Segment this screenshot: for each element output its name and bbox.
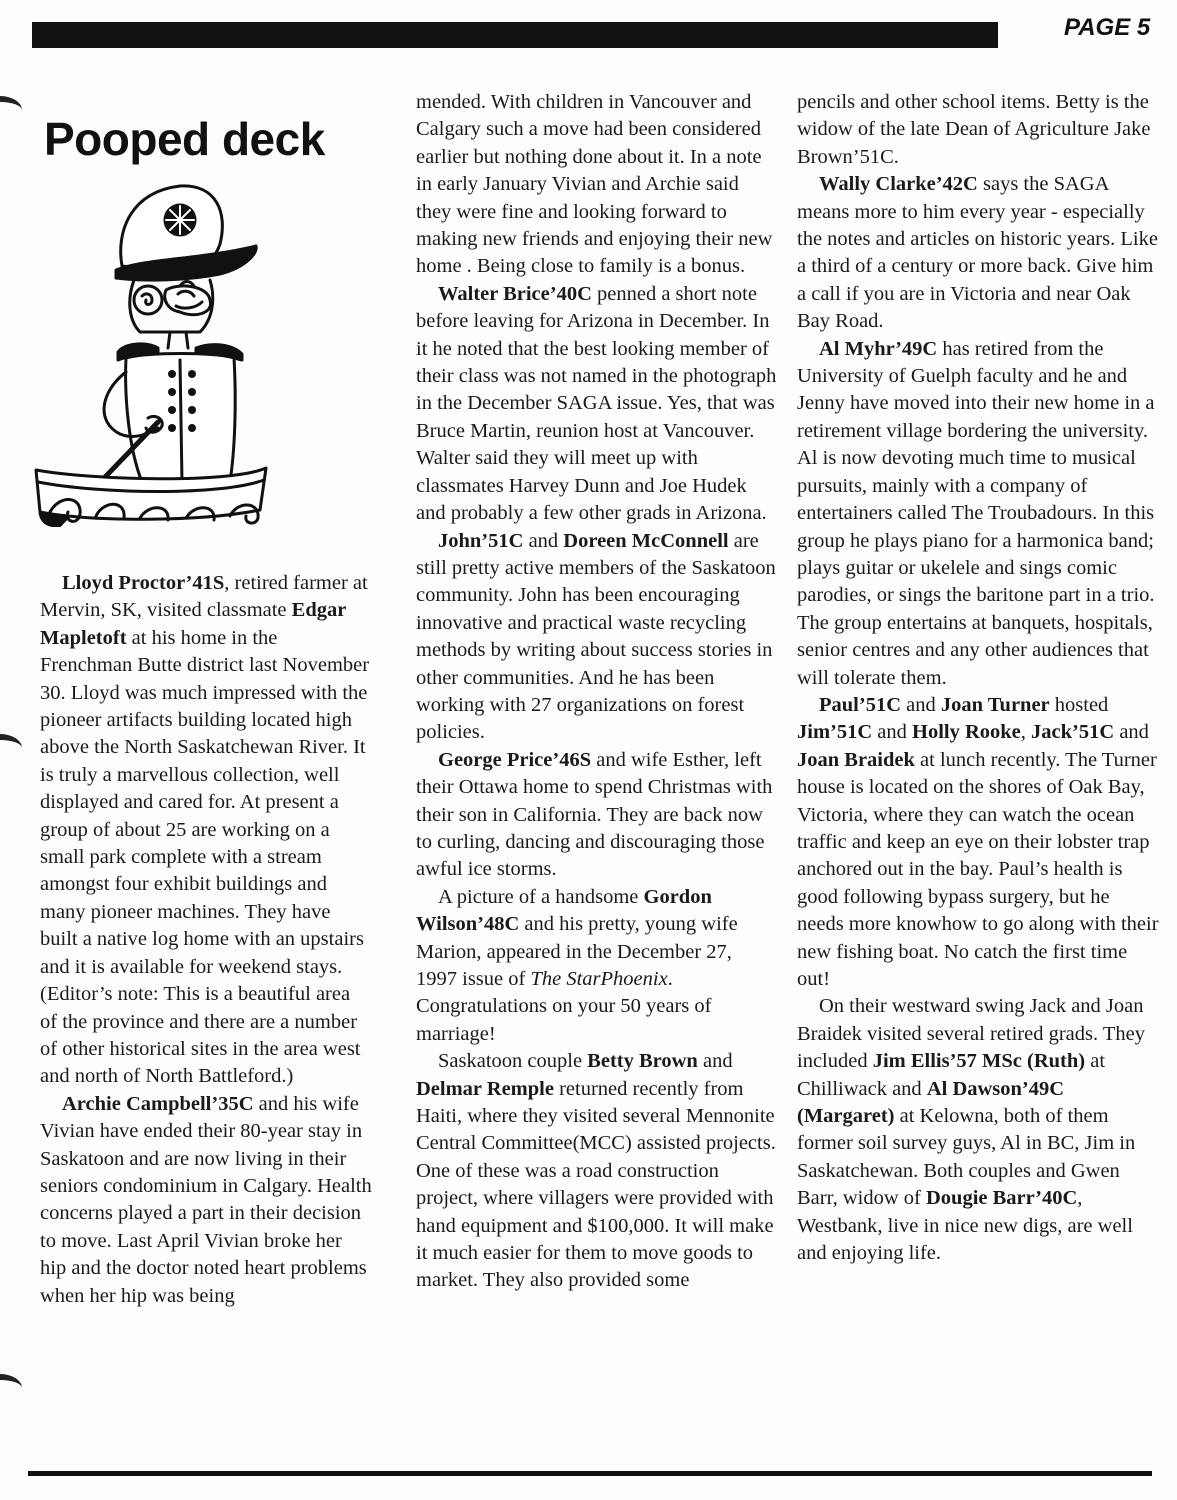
name-highlight: Delmar Remple xyxy=(416,1077,554,1100)
margin-mark xyxy=(0,734,22,756)
text-run: returned recently from Haiti, where they visited several Mennonite Central Committee(MCC) assisted projects. One of these was a road construction project, where villagers were provided with hand equipment and $100,000. It will make it much easier for them to move goods to market. They also provided some xyxy=(416,1077,776,1292)
text-run: and wife Esther, left their Ottawa home to spend Christmas with their son in California. They are back now to curling, dancing and discouraging those awful ice storms. xyxy=(416,748,773,881)
text-run: mended. With children in Vancouver and Calgary such a move had been considered earlier but nothing done about it. In a note in early January Vivian and Archie said they were fine and looking forward to making new friends and enjoying their new home . Being close to family is a bonus. xyxy=(416,91,773,278)
name-highlight: Gordon Wilson’48C xyxy=(416,885,712,936)
column-2 xyxy=(416,89,778,1295)
article-title: Pooped deck xyxy=(44,113,325,165)
paragraph xyxy=(797,89,1159,171)
name-highlight: Walter Brice’40C xyxy=(438,282,592,305)
header-bar xyxy=(32,22,998,48)
text-run: and xyxy=(523,529,564,552)
text-run: and his pretty, young wife Marion, appeared in the December 27, 1997 issue of xyxy=(416,913,738,990)
paragraph xyxy=(40,1091,372,1310)
text-run: pencils and other school items. Betty is the widow of the late Dean of Agriculture Jake Brown’51C. xyxy=(797,91,1151,168)
captain-rowing-boat-illustration xyxy=(30,182,270,527)
text-run: , xyxy=(1020,721,1032,744)
text-run: hosted xyxy=(1049,693,1109,716)
text-run: at Chilliwack and xyxy=(797,1050,1106,1100)
name-highlight: Archie Campbell’35C xyxy=(62,1092,254,1115)
margin-mark xyxy=(0,96,22,118)
paragraph xyxy=(416,747,778,884)
text-run: penned a short note before leaving for Arizona in December. In it he noted that the best looking member of their class was not named in the photograph in the December SAGA issue. Yes, that was Bruce Martin, reunion host at Vancouver. Walter said they will meet up with classmates Harvey Dunn and Joe Hudek and probably a few other grads in Arizona. xyxy=(416,282,777,525)
name-highlight: John’51C xyxy=(438,529,524,552)
paragraph xyxy=(797,171,1159,335)
name-highlight: Wally Clarke’42C xyxy=(819,173,978,196)
text-run: and xyxy=(901,693,941,716)
text-run: , Westbank, live in nice new digs, are well and enjoying life. xyxy=(797,1187,1133,1265)
paragraph xyxy=(416,89,778,281)
name-highlight: Joan Turner xyxy=(940,693,1050,716)
text-run: says the SAGA means more to him every year - especially the notes and articles on historic years. Like a third of a century or more back. Give him a call if you are in Victoria and near Oak Bay Road. xyxy=(797,173,1158,333)
paragraph xyxy=(416,1048,778,1295)
name-highlight: Betty Brown xyxy=(587,1050,698,1073)
name-highlight: Paul’51C xyxy=(819,693,901,716)
name-highlight: Al Myhr’49C xyxy=(819,337,938,360)
name-highlight: Joan Braidek xyxy=(797,748,915,771)
page-number: PAGE 5 xyxy=(1064,14,1151,41)
paragraph xyxy=(797,993,1159,1267)
name-highlight: Lloyd Proctor’41S xyxy=(62,572,225,594)
name-highlight: Holly Rooke xyxy=(912,721,1021,744)
text-run: and xyxy=(697,1050,733,1073)
paragraph xyxy=(797,336,1159,692)
text-run: and his wife Vivian have ended their 80-year stay in Saskatoon and are now living in their seniors condominium in Calgary. Health concerns played a part in their decision to move. Last April Vivian broke her hip and the doctor noted heart problems when her hip was being xyxy=(40,1092,372,1307)
column-3 xyxy=(797,89,1159,1267)
text-run: has retired from the University of Guelph faculty and he and Jenny have moved into their new home in a retirement village bordering the university. Al is now devoting much time to musical pursuits, mainly with a company of entertainers called The Troubadours. In this group he plays piano for a harmonica band; plays guitar or ukelele and sings comic parodies, or sings the baritone part in a trio. The group entertains at banquets, hospitals, senior centres and any other audiences that will tolerate them. xyxy=(797,337,1155,689)
text-run: and xyxy=(1114,721,1149,744)
text-run: are still pretty active members of the Saskatoon community. John has been encouraging innovative and practical waste recycling methods by writing about success stories in other communities. And he has been working with 27 organizations on forest policies. xyxy=(416,529,776,744)
text-run: On their westward swing Jack and Joan Braidek visited several retired grads. They included xyxy=(797,995,1145,1073)
paragraph xyxy=(416,884,778,1048)
paragraph xyxy=(416,281,778,528)
name-highlight: Jim Ellis’57 MSc (Ruth) xyxy=(872,1050,1086,1073)
paragraph xyxy=(797,692,1159,993)
text-run: at Kelowna, both of them former soil survey guys, Al in BC, Jim in Saskatchewan. Both couples and Gwen Barr, widow of xyxy=(797,1105,1136,1210)
name-highlight: Doreen McConnell xyxy=(563,529,729,552)
name-highlight: Jack’51C xyxy=(1031,721,1115,744)
text-run: and xyxy=(872,721,913,744)
text-run: , retired farmer at Mervin, SK, visited classmate xyxy=(40,572,368,622)
name-highlight: George Price’46S xyxy=(438,748,592,771)
text-run: at lunch recently. The Turner house is located on the shores of Oak Bay, Victoria, where they can watch the ocean traffic and keep an eye on their lobster trap anchored out in the bay. Paul’s health is good following bypass surgery, but he needs more knowhow to go along with their new fishing boat. No catch the first time out! xyxy=(797,748,1159,990)
column-1 xyxy=(40,570,372,1310)
footer-rule xyxy=(28,1471,1152,1476)
text-run: A picture of a handsome xyxy=(438,885,644,908)
text-run: Saskatoon couple xyxy=(438,1050,588,1073)
text-run: at his home in the Frenchman Butte district last November 30. Lloyd was much impressed with the pioneer artifacts building located high above the North Saskatchewan River. It is truly a marvellous collection, well displayed and cared for. At present a group of about 25 are working on a small park complete with a stream amongst four exhibit buildings and many pioneer machines. They have built a native log home with an upstairs and it is available for weekend stays. (Editor’s note: This is a beautiful area of the province and there are a number of other historical sites in the area west and north of North Battleford.) xyxy=(40,626,370,1088)
paragraph xyxy=(40,570,372,1091)
name-highlight: Jim’51C xyxy=(797,721,873,744)
name-highlight: Edgar Mapletoft xyxy=(40,599,346,649)
text-run: . Congratulations on your 50 years of marriage! xyxy=(416,968,712,1045)
name-highlight: Al Dawson’49C (Margaret) xyxy=(797,1077,1065,1128)
paragraph xyxy=(416,528,778,747)
margin-mark xyxy=(0,1374,22,1396)
name-highlight: Dougie Barr’40C xyxy=(926,1187,1078,1210)
publication-title: The StarPhoenix xyxy=(530,968,668,990)
